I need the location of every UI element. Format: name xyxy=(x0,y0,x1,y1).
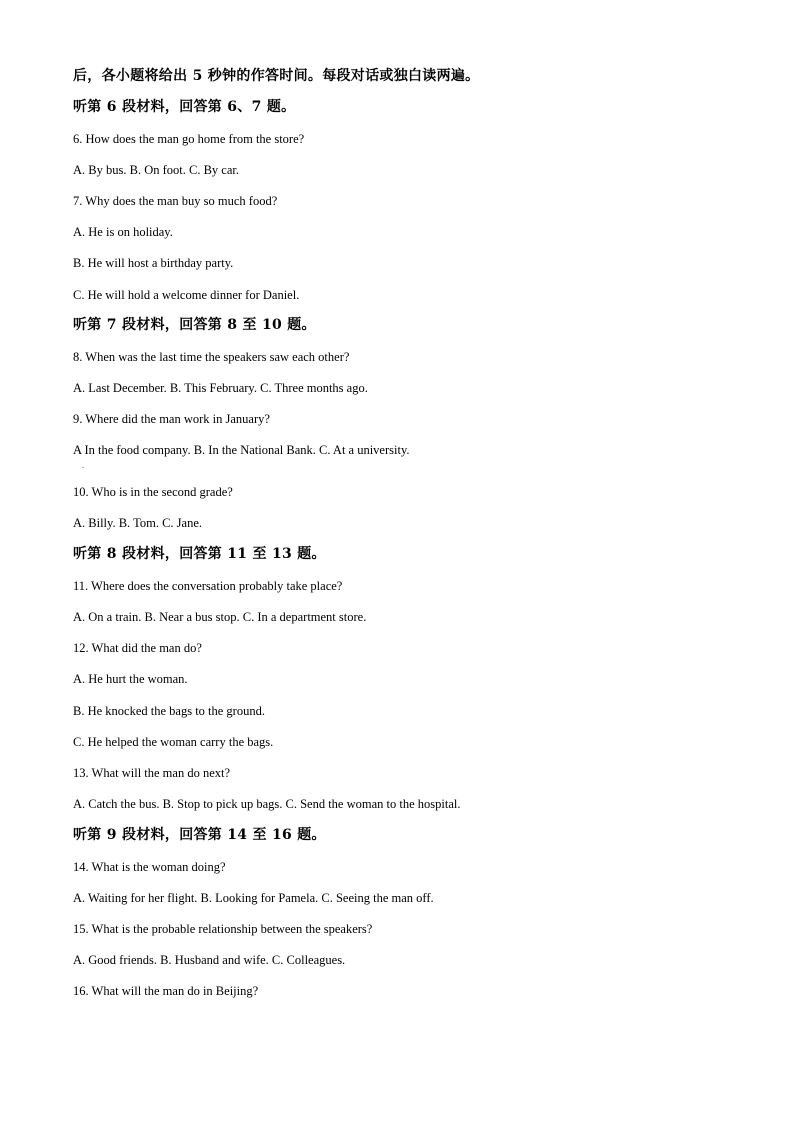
option-12b: B. He knocked the bags to the ground. xyxy=(73,704,265,718)
option-12a: A. He hurt the woman. xyxy=(73,672,188,686)
option-7a: A. He is on holiday. xyxy=(73,225,173,239)
question-7: 7. Why does the man buy so much food? xyxy=(73,194,278,208)
question-13: 13. What will the man do next? xyxy=(73,766,231,780)
options-13: A. Catch the bus. B. Stop to pick up bags. C. Send the woman to the hospital. xyxy=(73,797,461,811)
section-heading-7: 听第 7 段材料，回答第 8 至 10 题。 xyxy=(73,317,316,333)
section-heading-9: 听第 9 段材料，回答第 14 至 16 题。 xyxy=(73,827,326,843)
question-14: 14. What is the woman doing? xyxy=(73,860,226,874)
question-12: 12. What did the man do? xyxy=(73,641,202,655)
section-heading-8: 听第 8 段材料，回答第 11 至 13 题。 xyxy=(73,546,326,562)
options-14: A. Waiting for her flight. B. Looking for Pamela. C. Seeing the man off. xyxy=(73,891,434,905)
question-10: 10. Who is in the second grade? xyxy=(73,485,233,499)
question-15: 15. What is the probable relationship between the speakers? xyxy=(73,922,373,936)
option-7b: B. He will host a birthday party. xyxy=(73,256,234,270)
options-11: A. On a train. B. Near a bus stop. C. In a department store. xyxy=(73,610,367,624)
option-7c: C. He will hold a welcome dinner for Daniel. xyxy=(73,288,300,302)
instruction-continuation: 后，各小题将给出 5 秒钟的作答时间。每段对话或独白读两遍。 xyxy=(73,68,480,84)
options-8: A. Last December. B. This February. C. Three months ago. xyxy=(73,381,368,395)
options-9: A In the food company. B. In the National Bank. C. At a university. xyxy=(73,443,410,457)
stray-dot-mark: . xyxy=(82,461,84,470)
option-12c: C. He helped the woman carry the bags. xyxy=(73,735,274,749)
options-15: A. Good friends. B. Husband and wife. C. Colleagues. xyxy=(73,953,346,967)
options-10: A. Billy. B. Tom. C. Jane. xyxy=(73,516,202,530)
question-11: 11. Where does the conversation probably take place? xyxy=(73,579,343,593)
question-8: 8. When was the last time the speakers saw each other? xyxy=(73,350,350,364)
question-16: 16. What will the man do in Beijing? xyxy=(73,984,259,998)
question-9: 9. Where did the man work in January? xyxy=(73,412,270,426)
section-heading-6: 听第 6 段材料，回答第 6、7 题。 xyxy=(73,99,296,115)
options-6: A. By bus. B. On foot. C. By car. xyxy=(73,163,239,177)
question-6: 6. How does the man go home from the store? xyxy=(73,132,305,146)
